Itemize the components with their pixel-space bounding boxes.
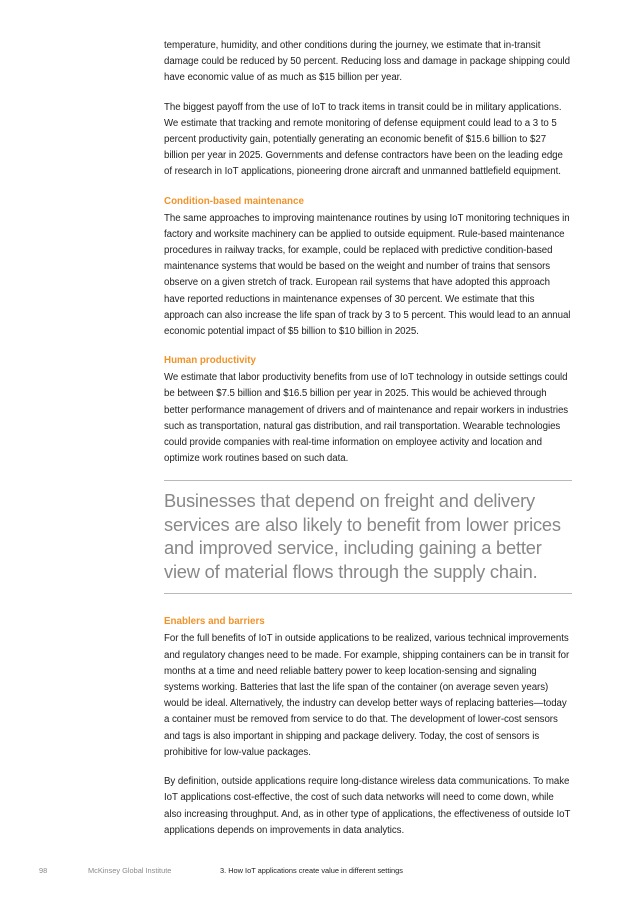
pull-quote-text: Businesses that depend on freight and delivery services are also likely to benefit from lower prices and improved service, including gaining a better view of material flows through the supply chain. — [164, 490, 561, 582]
paragraph-enablers: For the full benefits of IoT in outside applications to be realized, various technical improvements and regulatory changes need to be made. For example, shipping containers can be in transit for months at a time and need reliable battery power to keep location-sensing and signaling systems working. Batteries that last the life span of the container (on average seven years) would be ideal. Alternatively, the industry can develop better ways of replacing batteries—today a container must be removed from service to do that. The development of lower-cost sensors and tags is also important in shipping and package delivery. Today, the cost of sensors is prohibitive for low-value packages. — [164, 633, 570, 758]
heading-enablers-and-barriers: Enablers and barriers — [164, 616, 265, 628]
pull-quote — [164, 480, 572, 594]
paragraph-condition-maintenance: The same approaches to improving maintenance routines by using IoT monitoring techniques in factory and worksite machinery can be applied to outside equipment. Rule-based maintenance procedures in railway tracks, for example, could be replaced with predictive condition-based maintenance systems that would be based on the weight and number of trains that sensors observe on a given stretch of track. European rail systems that have adopted this approach have reported reductions in maintenance expenses of 30 percent. We estimate that this approach can also increase the life span of track by 3 to 5 percent. This would lead to an annual economic potential impact of $5 billion to $10 billion in 2025. — [164, 212, 571, 338]
footer-chapter-title: 3. How IoT applications create value in different settings — [220, 866, 403, 875]
heading-human-productivity: Human productivity — [164, 355, 256, 367]
footer-organization: McKinsey Global Institute — [88, 866, 172, 875]
paragraph-human-productivity: We estimate that labor productivity benefits from use of IoT technology in outside settings could be between $7.5 billion and $16.5 billion per year in 2025. This would be achieved through better performance management of drivers and of maintenance and repair workers in industries such as transportation, natural gas distribution, and rail transportation. Wearable technologies could provide companies with real-time information on employee activity and location and optimize work routines based on such data. — [164, 372, 569, 465]
heading-condition-based-maintenance: Condition-based maintenance — [164, 195, 304, 207]
paragraph-wireless-data: By definition, outside applications require long-distance wireless data communications. To make IoT applications cost-effective, the cost of such data networks will need to come down, while also increasing throughput. And, as in other type of applications, the effectiveness of outside IoT applications depends on improvements in data analytics. — [164, 776, 571, 836]
paragraph-military-applications: The biggest payoff from the use of IoT to track items in transit could be in military applications. We estimate that tracking and remote monitoring of defense equipment could lead to a 3 to 5 percent productivity gain, potentially generating an economic benefit of $15.6 billion to $27 billion per year in 2025. Governments and defense contractors have been on the leading edge of research in IoT applications, pioneering drone aircraft and unmanned battlefield equipment. — [164, 101, 563, 178]
paragraph-intransit-damage: temperature, humidity, and other conditions during the journey, we estimate that in-transit damage could be reduced by 50 percent. Reducing loss and damage in package shipping could have economic value of as much as $15 billion per year. — [164, 40, 570, 84]
page-number: 98 — [39, 866, 48, 875]
page-content — [164, 38, 572, 852]
